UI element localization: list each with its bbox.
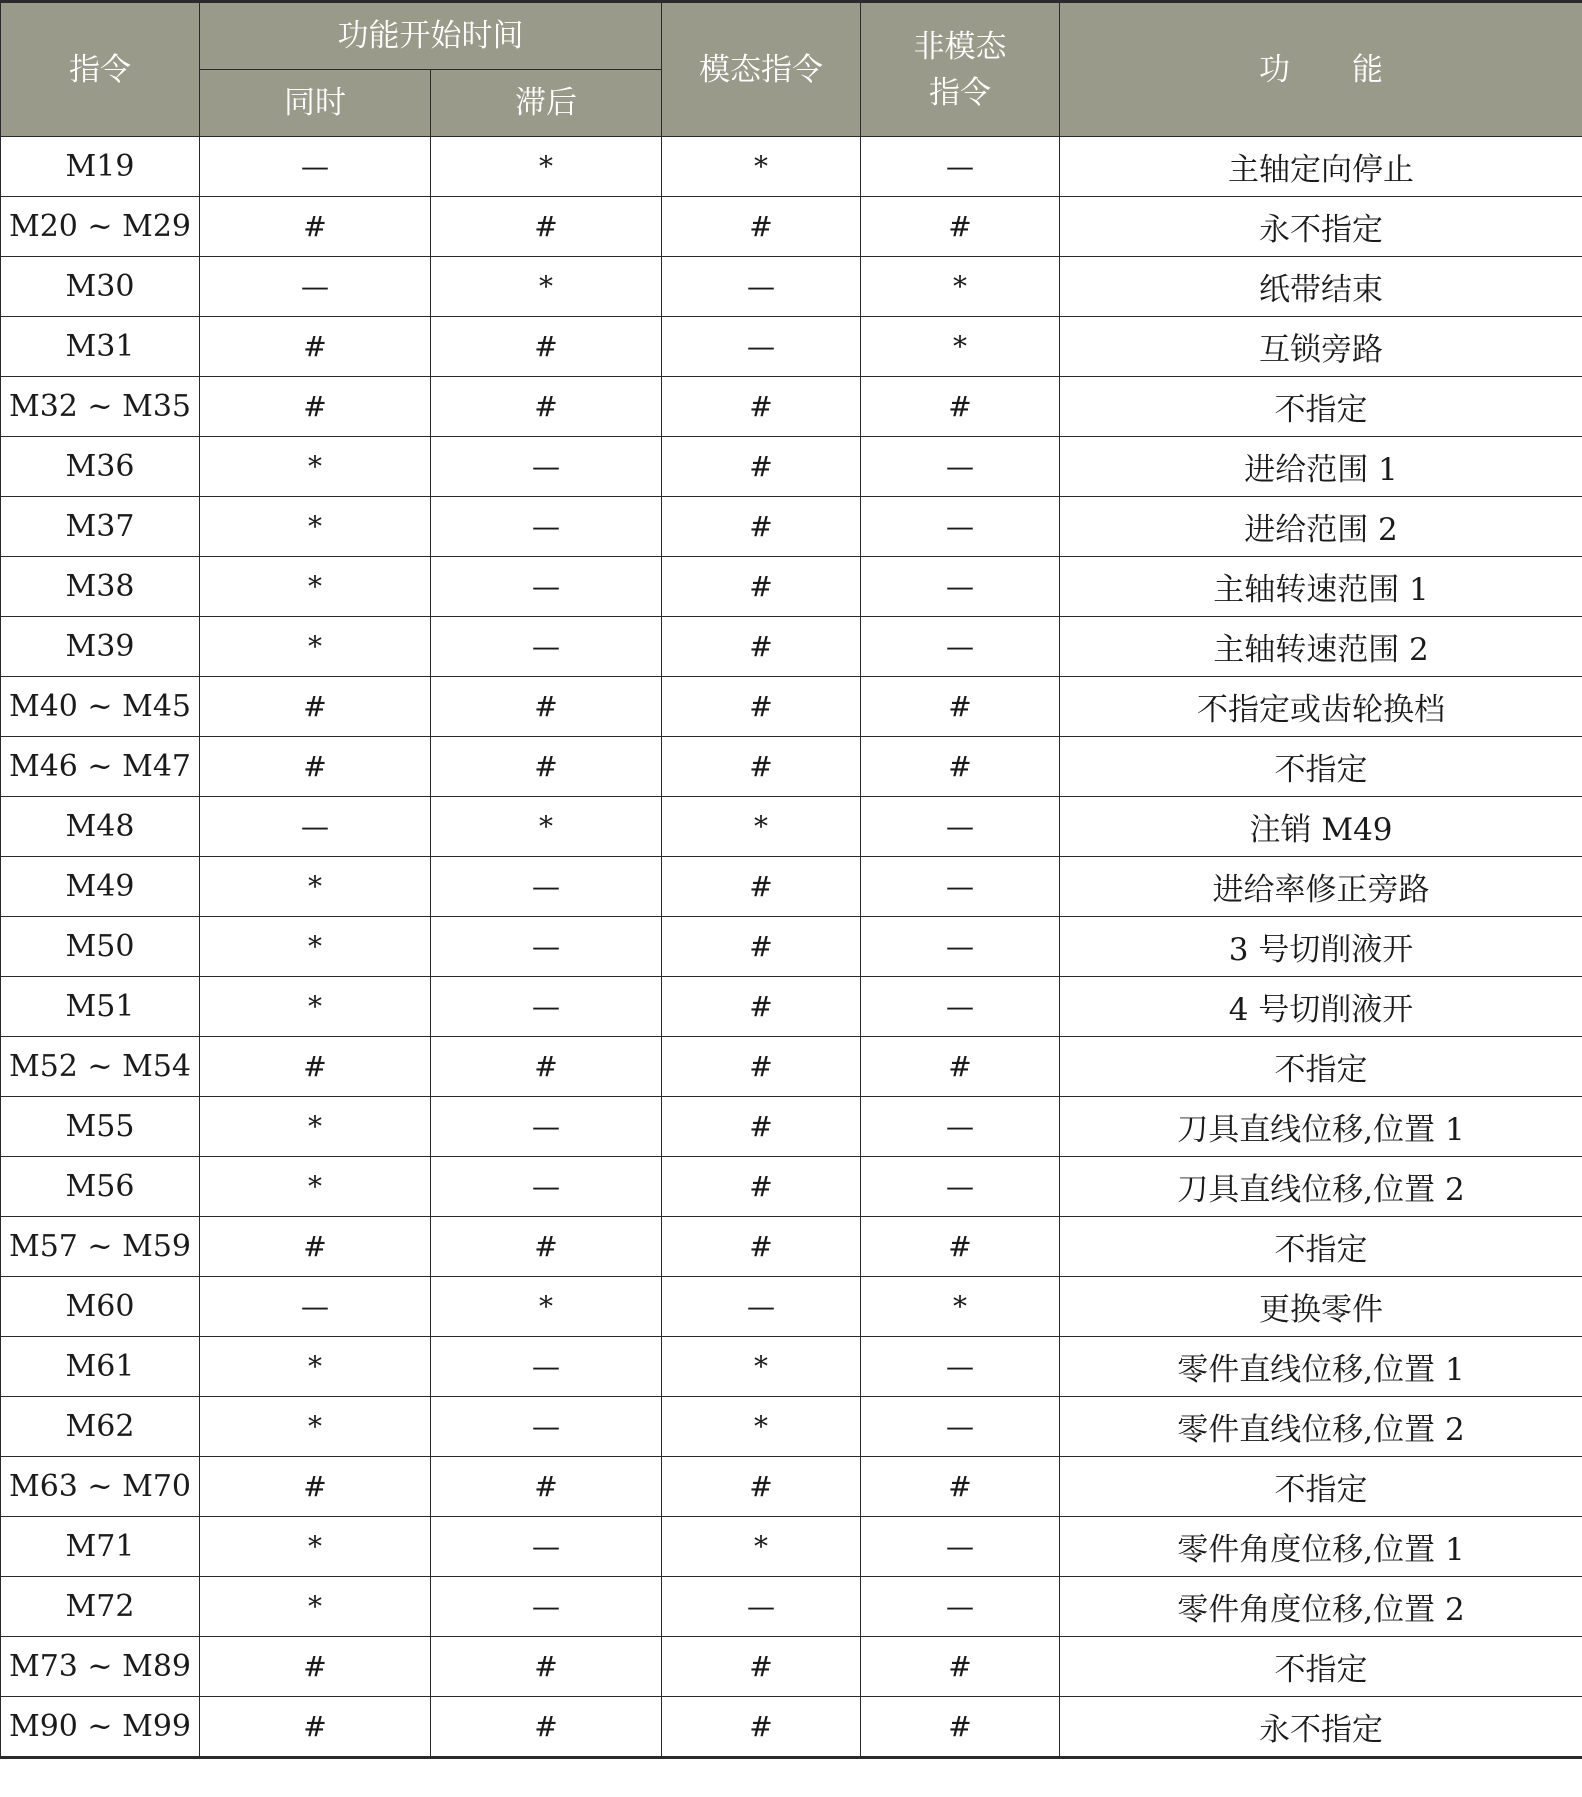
cell-command: M32 ~ M35: [1, 377, 200, 437]
cell-nonmodal: #: [861, 1697, 1060, 1758]
cell-simultaneous: —: [200, 797, 431, 857]
table-row: [1, 1277, 1582, 1337]
cell-modal: #: [662, 377, 861, 437]
cell-simultaneous: #: [200, 1637, 431, 1697]
cell-delayed: #: [431, 1637, 662, 1697]
cell-delayed: #: [431, 1697, 662, 1758]
cell-function: 不指定: [1060, 1637, 1582, 1697]
cell-function: 4 号切削液开: [1060, 977, 1582, 1037]
table-row: [1, 1037, 1582, 1097]
cell-simultaneous: *: [200, 617, 431, 677]
cell-modal: #: [662, 437, 861, 497]
cell-delayed: —: [431, 1577, 662, 1637]
cell-simultaneous: #: [200, 377, 431, 437]
cell-modal: #: [662, 1217, 861, 1277]
cell-function: 主轴定向停止: [1060, 137, 1582, 197]
cell-function: 零件角度位移,位置 1: [1060, 1517, 1582, 1577]
cell-command: M46 ~ M47: [1, 737, 200, 797]
cell-nonmodal: —: [861, 1157, 1060, 1217]
cell-delayed: *: [431, 1277, 662, 1337]
cell-modal: *: [662, 797, 861, 857]
cell-simultaneous: #: [200, 677, 431, 737]
cell-function: 不指定: [1060, 737, 1582, 797]
cell-function: 不指定: [1060, 377, 1582, 437]
cell-simultaneous: #: [200, 1217, 431, 1277]
cell-delayed: —: [431, 497, 662, 557]
header-nonmodal-line1: 非模态: [913, 28, 1007, 65]
table-row: [1, 437, 1582, 497]
header-modal: 模态指令: [662, 2, 861, 137]
cell-simultaneous: *: [200, 497, 431, 557]
cell-delayed: —: [431, 977, 662, 1037]
cell-modal: #: [662, 1457, 861, 1517]
table-row: [1, 317, 1582, 377]
cell-delayed: #: [431, 1217, 662, 1277]
cell-delayed: —: [431, 857, 662, 917]
cell-modal: *: [662, 1397, 861, 1457]
cell-modal: #: [662, 1697, 861, 1758]
cell-function: 3 号切削液开: [1060, 917, 1582, 977]
cell-command: M31: [1, 317, 200, 377]
cell-delayed: —: [431, 437, 662, 497]
cell-command: M40 ~ M45: [1, 677, 200, 737]
cell-command: M71: [1, 1517, 200, 1577]
cell-delayed: #: [431, 197, 662, 257]
header-command: 指令: [1, 2, 200, 137]
cell-delayed: #: [431, 677, 662, 737]
table-row: [1, 917, 1582, 977]
header-simultaneous: 同时: [200, 70, 431, 137]
table-row: [1, 497, 1582, 557]
cell-command: M20 ~ M29: [1, 197, 200, 257]
cell-simultaneous: #: [200, 317, 431, 377]
cell-delayed: *: [431, 257, 662, 317]
cell-delayed: *: [431, 797, 662, 857]
cell-simultaneous: #: [200, 1697, 431, 1758]
cell-nonmodal: —: [861, 617, 1060, 677]
table-row: [1, 977, 1582, 1037]
cell-nonmodal: #: [861, 1217, 1060, 1277]
cell-delayed: —: [431, 1517, 662, 1577]
table-row: [1, 617, 1582, 677]
cell-delayed: —: [431, 1097, 662, 1157]
cell-nonmodal: —: [861, 1517, 1060, 1577]
cell-simultaneous: #: [200, 1037, 431, 1097]
cell-modal: —: [662, 317, 861, 377]
cell-delayed: —: [431, 1157, 662, 1217]
cell-simultaneous: *: [200, 1157, 431, 1217]
cell-nonmodal: —: [861, 437, 1060, 497]
cell-nonmodal: —: [861, 1577, 1060, 1637]
cell-modal: #: [662, 917, 861, 977]
cell-function: 进给率修正旁路: [1060, 857, 1582, 917]
cell-command: M55: [1, 1097, 200, 1157]
cell-nonmodal: —: [861, 137, 1060, 197]
cell-command: M19: [1, 137, 200, 197]
cell-command: M51: [1, 977, 200, 1037]
cell-simultaneous: —: [200, 257, 431, 317]
cell-modal: #: [662, 617, 861, 677]
cell-function: 进给范围 1: [1060, 437, 1582, 497]
cell-command: M60: [1, 1277, 200, 1337]
cell-function: 刀具直线位移,位置 2: [1060, 1157, 1582, 1217]
table-row: [1, 1217, 1582, 1277]
cell-command: M36: [1, 437, 200, 497]
cell-delayed: #: [431, 1457, 662, 1517]
cell-modal: *: [662, 1517, 861, 1577]
cell-delayed: —: [431, 617, 662, 677]
cell-simultaneous: *: [200, 557, 431, 617]
cell-delayed: —: [431, 557, 662, 617]
cell-nonmodal: —: [861, 797, 1060, 857]
cell-simultaneous: *: [200, 1517, 431, 1577]
table-row: [1, 1337, 1582, 1397]
cell-nonmodal: —: [861, 497, 1060, 557]
cell-function: 刀具直线位移,位置 1: [1060, 1097, 1582, 1157]
cell-nonmodal: —: [861, 1397, 1060, 1457]
cell-nonmodal: —: [861, 977, 1060, 1037]
cell-nonmodal: —: [861, 1097, 1060, 1157]
cell-simultaneous: #: [200, 737, 431, 797]
cell-command: M30: [1, 257, 200, 317]
cell-nonmodal: #: [861, 737, 1060, 797]
cell-function: 进给范围 2: [1060, 497, 1582, 557]
cell-modal: #: [662, 557, 861, 617]
table-row: [1, 1517, 1582, 1577]
table-row: [1, 857, 1582, 917]
cell-function: 不指定: [1060, 1457, 1582, 1517]
cell-nonmodal: #: [861, 1457, 1060, 1517]
cell-nonmodal: *: [861, 317, 1060, 377]
table-row: [1, 797, 1582, 857]
cell-function: 零件直线位移,位置 1: [1060, 1337, 1582, 1397]
table-row: [1, 1157, 1582, 1217]
cell-function: 零件角度位移,位置 2: [1060, 1577, 1582, 1637]
cell-nonmodal: #: [861, 1037, 1060, 1097]
cell-command: M37: [1, 497, 200, 557]
table-row: [1, 1697, 1582, 1758]
cell-delayed: #: [431, 1037, 662, 1097]
table-body: [1, 137, 1582, 1758]
table-row: [1, 1637, 1582, 1697]
cell-simultaneous: *: [200, 977, 431, 1037]
cell-simultaneous: *: [200, 1397, 431, 1457]
cell-command: M56: [1, 1157, 200, 1217]
cell-simultaneous: #: [200, 1457, 431, 1517]
cell-modal: *: [662, 1337, 861, 1397]
cell-modal: #: [662, 1097, 861, 1157]
cell-command: M49: [1, 857, 200, 917]
table-row: [1, 677, 1582, 737]
cell-modal: *: [662, 137, 861, 197]
cell-nonmodal: #: [861, 677, 1060, 737]
cell-modal: #: [662, 857, 861, 917]
cell-nonmodal: #: [861, 1637, 1060, 1697]
cell-command: M63 ~ M70: [1, 1457, 200, 1517]
cell-function: 零件直线位移,位置 2: [1060, 1397, 1582, 1457]
cell-command: M61: [1, 1337, 200, 1397]
cell-simultaneous: *: [200, 437, 431, 497]
cell-delayed: #: [431, 737, 662, 797]
cell-function: 注销 M49: [1060, 797, 1582, 857]
cell-command: M48: [1, 797, 200, 857]
cell-modal: #: [662, 197, 861, 257]
header-start-time: 功能开始时间: [200, 2, 662, 70]
cell-simultaneous: *: [200, 917, 431, 977]
cell-function: 永不指定: [1060, 1697, 1582, 1758]
table-row: [1, 1577, 1582, 1637]
cell-simultaneous: *: [200, 857, 431, 917]
cell-command: M73 ~ M89: [1, 1637, 200, 1697]
table-row: [1, 377, 1582, 437]
cell-modal: #: [662, 977, 861, 1037]
cell-function: 不指定或齿轮换档: [1060, 677, 1582, 737]
cell-function: 互锁旁路: [1060, 317, 1582, 377]
cell-modal: #: [662, 1157, 861, 1217]
header-nonmodal: [861, 2, 1060, 137]
cell-function: 不指定: [1060, 1037, 1582, 1097]
table-row: [1, 737, 1582, 797]
header-function: 功 能: [1060, 2, 1582, 137]
cell-function: 主轴转速范围 2: [1060, 617, 1582, 677]
cell-simultaneous: —: [200, 1277, 431, 1337]
cell-function: 更换零件: [1060, 1277, 1582, 1337]
cell-nonmodal: —: [861, 1337, 1060, 1397]
table-row: [1, 1397, 1582, 1457]
table-row: [1, 557, 1582, 617]
cell-delayed: #: [431, 377, 662, 437]
cell-nonmodal: #: [861, 377, 1060, 437]
cell-command: M50: [1, 917, 200, 977]
cell-simultaneous: *: [200, 1097, 431, 1157]
table-row: [1, 137, 1582, 197]
cell-simultaneous: *: [200, 1577, 431, 1637]
cell-command: M57 ~ M59: [1, 1217, 200, 1277]
table-row: [1, 1097, 1582, 1157]
cell-modal: #: [662, 1037, 861, 1097]
cell-modal: #: [662, 737, 861, 797]
cell-delayed: #: [431, 317, 662, 377]
cell-modal: #: [662, 1637, 861, 1697]
cell-nonmodal: *: [861, 1277, 1060, 1337]
cell-command: M52 ~ M54: [1, 1037, 200, 1097]
cell-function: 纸带结束: [1060, 257, 1582, 317]
cell-nonmodal: —: [861, 557, 1060, 617]
table-header: [1, 2, 1582, 137]
table-row: [1, 197, 1582, 257]
cell-command: M90 ~ M99: [1, 1697, 200, 1758]
cell-modal: #: [662, 677, 861, 737]
cell-modal: —: [662, 1577, 861, 1637]
cell-nonmodal: *: [861, 257, 1060, 317]
table-row: [1, 1457, 1582, 1517]
cell-command: M38: [1, 557, 200, 617]
cell-simultaneous: *: [200, 1337, 431, 1397]
cell-delayed: —: [431, 917, 662, 977]
cell-simultaneous: #: [200, 197, 431, 257]
cell-modal: #: [662, 497, 861, 557]
cell-command: M62: [1, 1397, 200, 1457]
cell-nonmodal: —: [861, 917, 1060, 977]
cell-delayed: *: [431, 137, 662, 197]
cell-nonmodal: #: [861, 197, 1060, 257]
cell-command: M72: [1, 1577, 200, 1637]
cell-function: 永不指定: [1060, 197, 1582, 257]
header-delayed: 滞后: [431, 70, 662, 137]
cell-function: 主轴转速范围 1: [1060, 557, 1582, 617]
table-row: [1, 257, 1582, 317]
cell-modal: —: [662, 257, 861, 317]
cell-delayed: —: [431, 1337, 662, 1397]
cell-function: 不指定: [1060, 1217, 1582, 1277]
cell-modal: —: [662, 1277, 861, 1337]
cell-simultaneous: —: [200, 137, 431, 197]
cell-command: M39: [1, 617, 200, 677]
header-nonmodal-line2: 指令: [929, 74, 991, 111]
cell-nonmodal: —: [861, 857, 1060, 917]
cell-delayed: —: [431, 1397, 662, 1457]
